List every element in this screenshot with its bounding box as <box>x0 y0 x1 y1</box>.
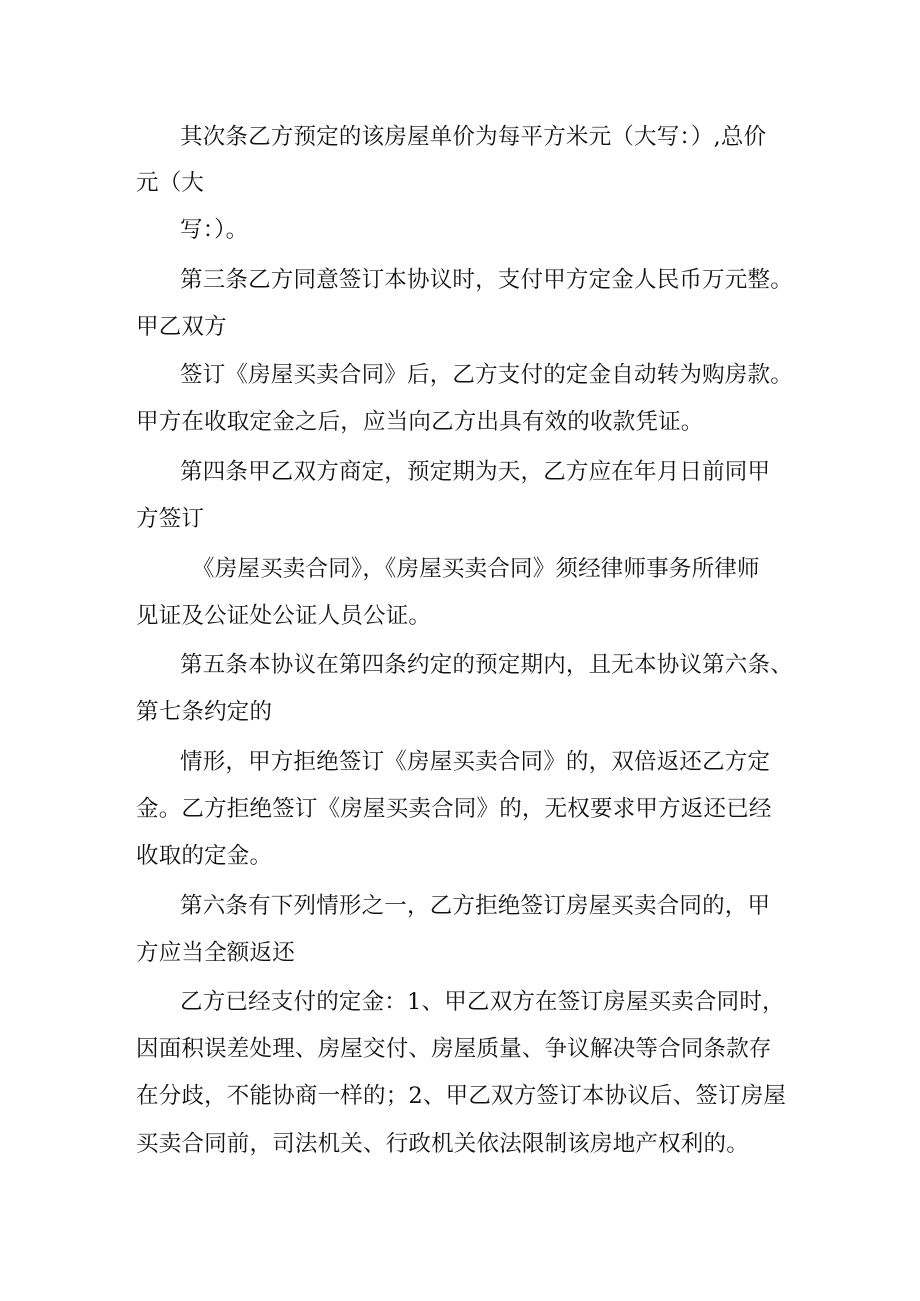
text-line: 乙方已经支付的定金：1、甲乙双方在签订房屋买卖合同时， <box>180 989 785 1015</box>
text-line: 第三条乙方同意签订本协议时，支付甲方定金人民币万元整。 <box>180 267 793 293</box>
text-line: 情形，甲方拒绝签订《房屋买卖合同》的，双倍返还乙方定 <box>180 749 771 775</box>
text-line: 第七条约定的 <box>136 699 273 725</box>
text-line: 写：）。 <box>180 217 249 243</box>
text-line: 金。乙方拒绝签订《房屋买卖合同》的，无权要求甲方返还已经 <box>136 796 772 822</box>
text-line: 签订《房屋买卖合同》后，乙方支付的定金自动转为购房款。 <box>180 362 793 388</box>
text-line: 见证及公证处公证人员公证。 <box>136 603 432 629</box>
text-line: 甲乙双方 <box>136 314 227 340</box>
text-line: 第六条有下列情形之一，乙方拒绝签订房屋买卖合同的，甲 <box>180 893 771 919</box>
text-line: 收取的定金。 <box>136 843 273 869</box>
text-line: 《房屋买卖合同》，《房屋买卖合同》须经律师事务所律师 <box>192 556 760 582</box>
text-line: 甲方在收取定金之后，应当向乙方出具有效的收款凭证。 <box>136 409 704 435</box>
text-line: 方应当全额返还 <box>136 940 295 966</box>
text-line: 第五条本协议在第四条约定的预定期内，且无本协议第六条、 <box>180 652 793 678</box>
text-line: 第四条甲乙双方商定，预定期为天，乙方应在年月日前同甲 <box>180 459 771 485</box>
text-line: 其次条乙方预定的该房屋单价为每平方米元（大写：）,总价 <box>180 124 767 150</box>
text-line: 因面积误差处理、房屋交付、房屋质量、争议解决等合同条款存 <box>136 1036 772 1062</box>
text-line: 方签订 <box>136 506 205 532</box>
text-line: 在分歧，不能协商一样的；2、甲乙双方签订本协议后、签订房屋 <box>136 1083 787 1109</box>
text-line: 买卖合同前，司法机关、行政机关依法限制该房地产权利的。 <box>136 1131 749 1157</box>
text-line: 元（大 <box>136 170 205 196</box>
